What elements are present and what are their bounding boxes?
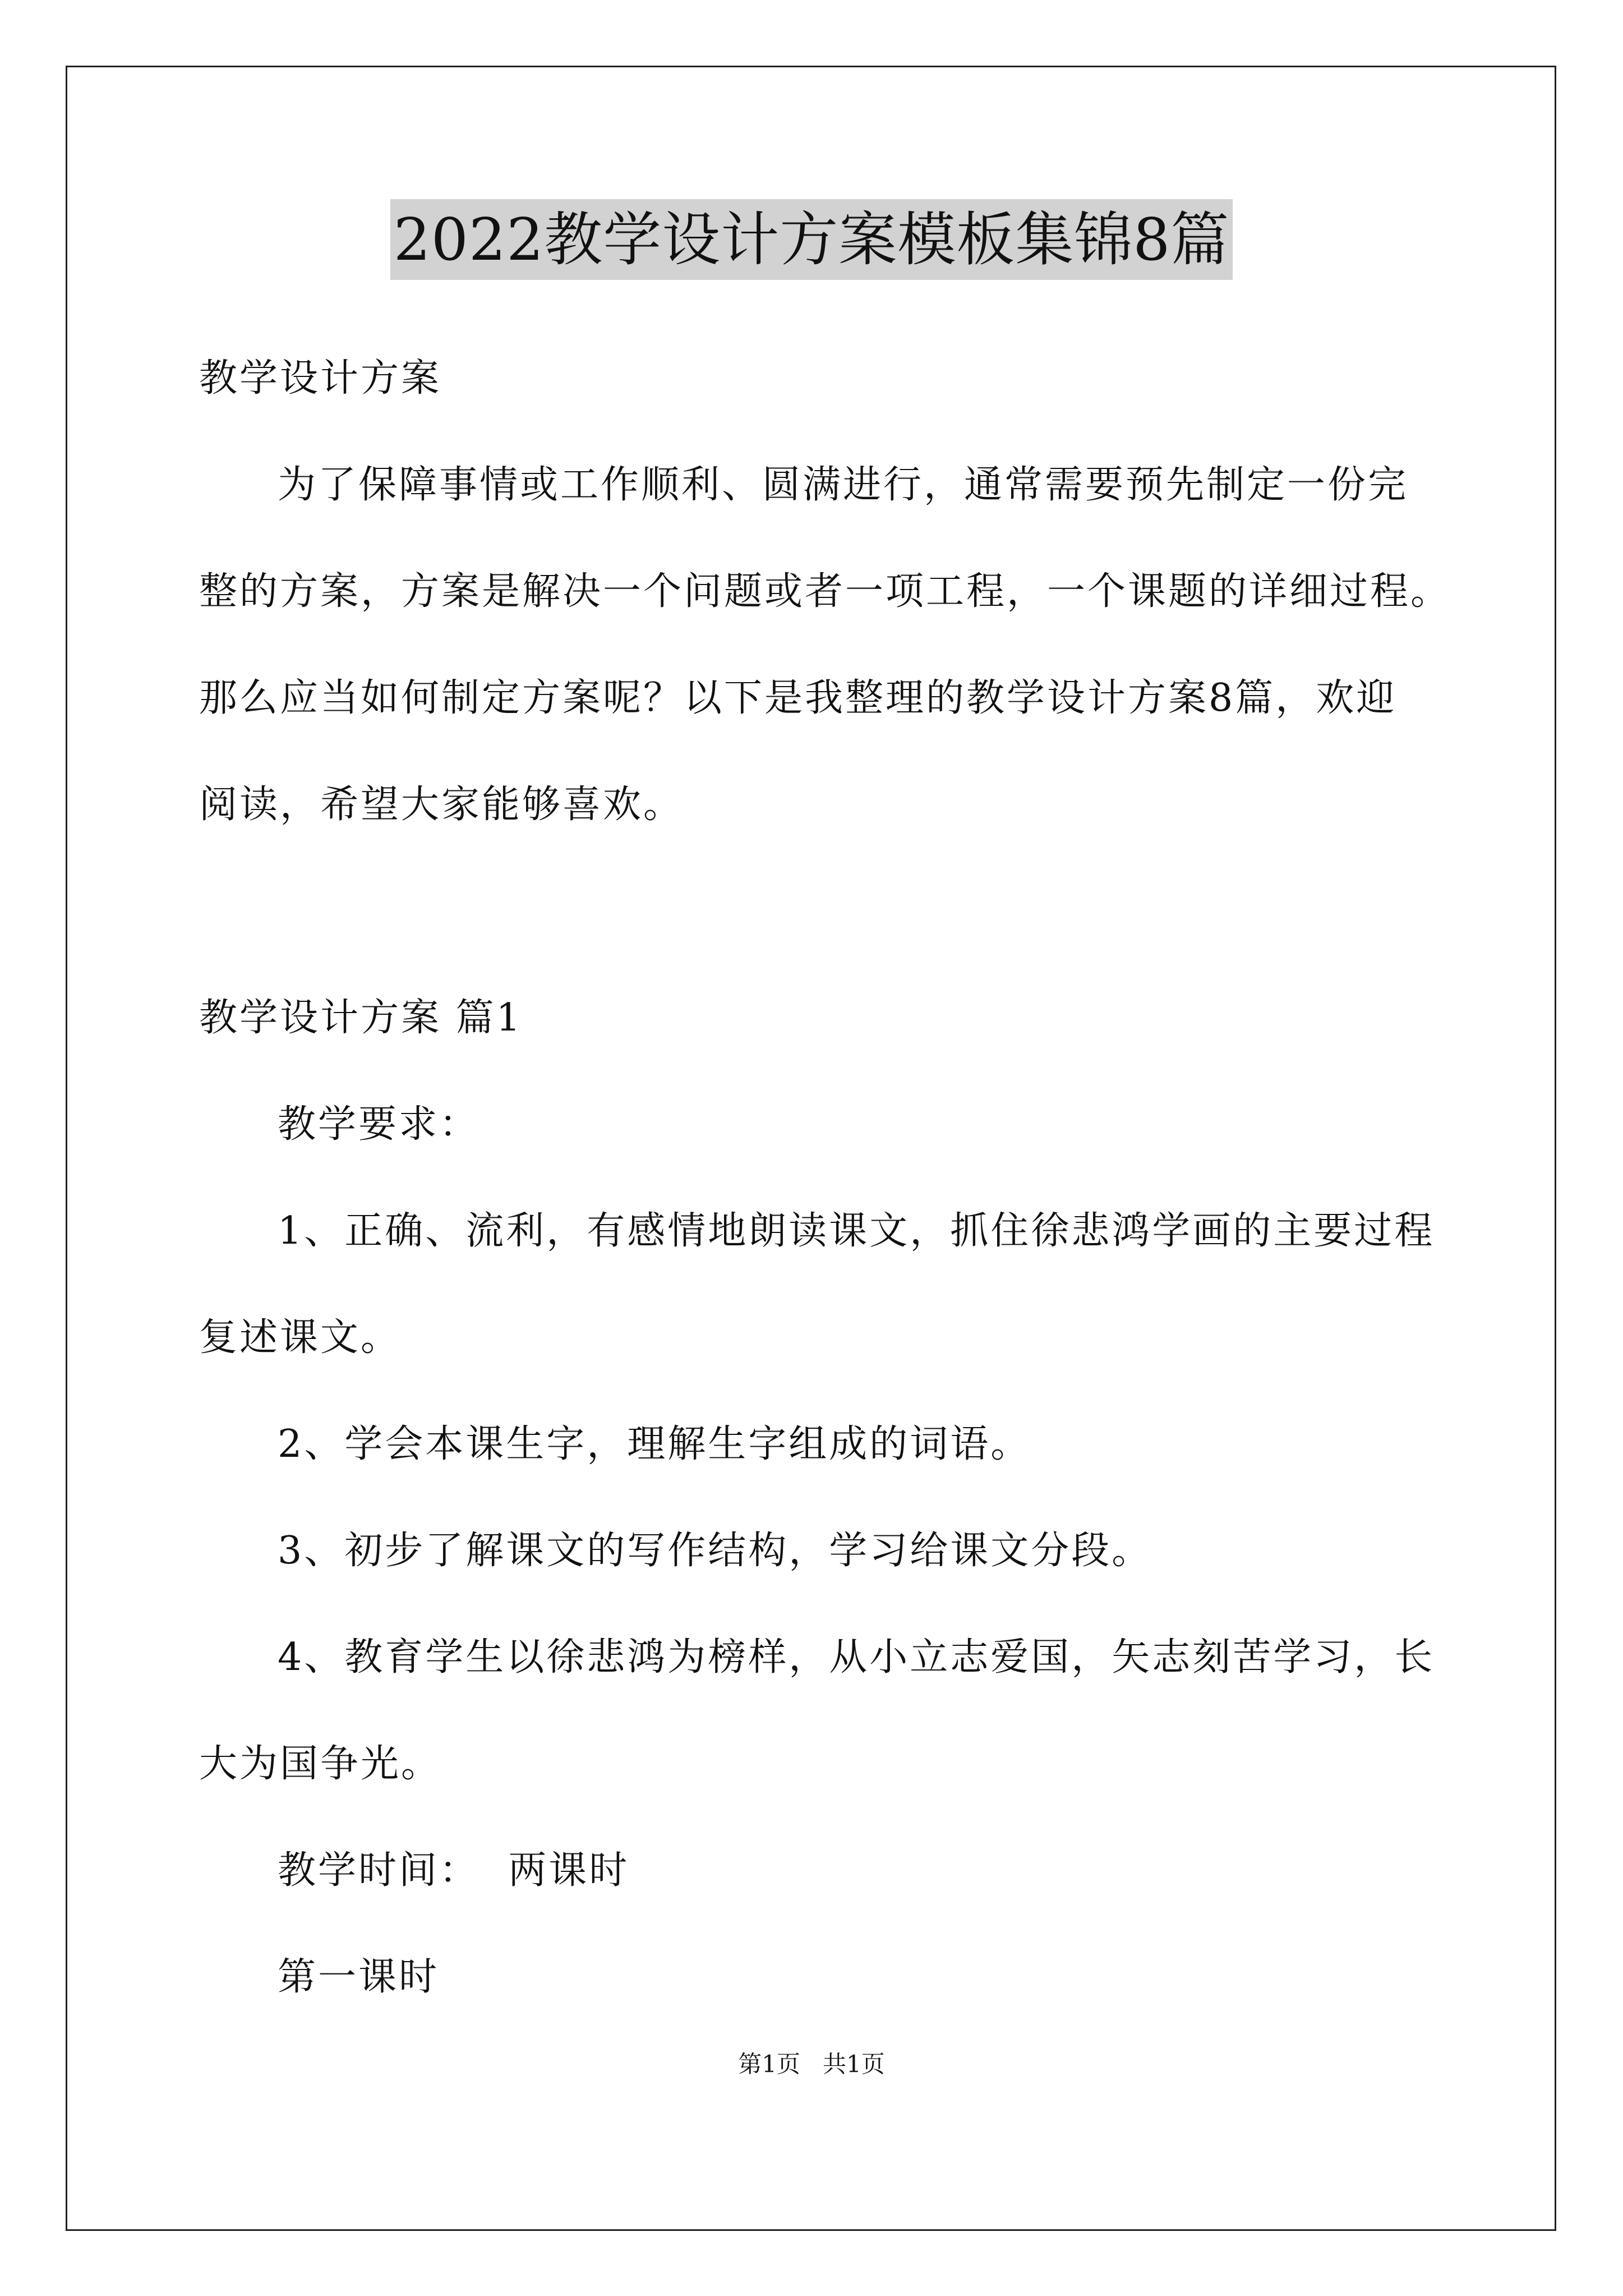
document-title: 2022教学设计方案模板集锦8篇 (390, 199, 1233, 280)
section-1-heading: 教学设计方案 篇1 (199, 996, 523, 1040)
intro-line-1: 为了保障事情或工作顺利、圆满进行，通常需要预先制定一份完 (278, 463, 1409, 507)
requirement-4-line-1: 4、教育学生以徐悲鸿为榜样，从小立志爱国，矢志刻苦学习，长 (278, 1635, 1435, 1680)
requirement-1-line-1: 1、正确、流利，有感情地朗读课文，抓住徐悲鸿学画的主要过程 (278, 1209, 1435, 1253)
requirement-2: 2、学会本课生字，理解生字组成的词语。 (278, 1422, 1031, 1466)
requirement-1-line-2: 复述课文。 (199, 1315, 402, 1360)
intro-line-4: 阅读，希望大家能够喜欢。 (199, 783, 684, 827)
requirements-label: 教学要求： (278, 1102, 480, 1147)
intro-line-3: 那么应当如何制定方案呢？以下是我整理的教学设计方案8篇，欢迎 (199, 676, 1397, 720)
title-container (0, 199, 1623, 280)
intro-line-2: 整的方案，方案是解决一个问题或者一项工程，一个课题的详细过程。 (199, 569, 1451, 614)
page-footer: 第1页 共1页 (738, 2050, 885, 2078)
first-lesson: 第一课时 (278, 1955, 440, 1999)
requirement-3: 3、初步了解课文的写作结构，学习给课文分段。 (278, 1529, 1152, 1573)
requirement-4-line-2: 大为国争光。 (199, 1742, 442, 1786)
intro-heading: 教学设计方案 (199, 356, 442, 401)
teaching-time: 教学时间： 两课时 (278, 1848, 630, 1893)
